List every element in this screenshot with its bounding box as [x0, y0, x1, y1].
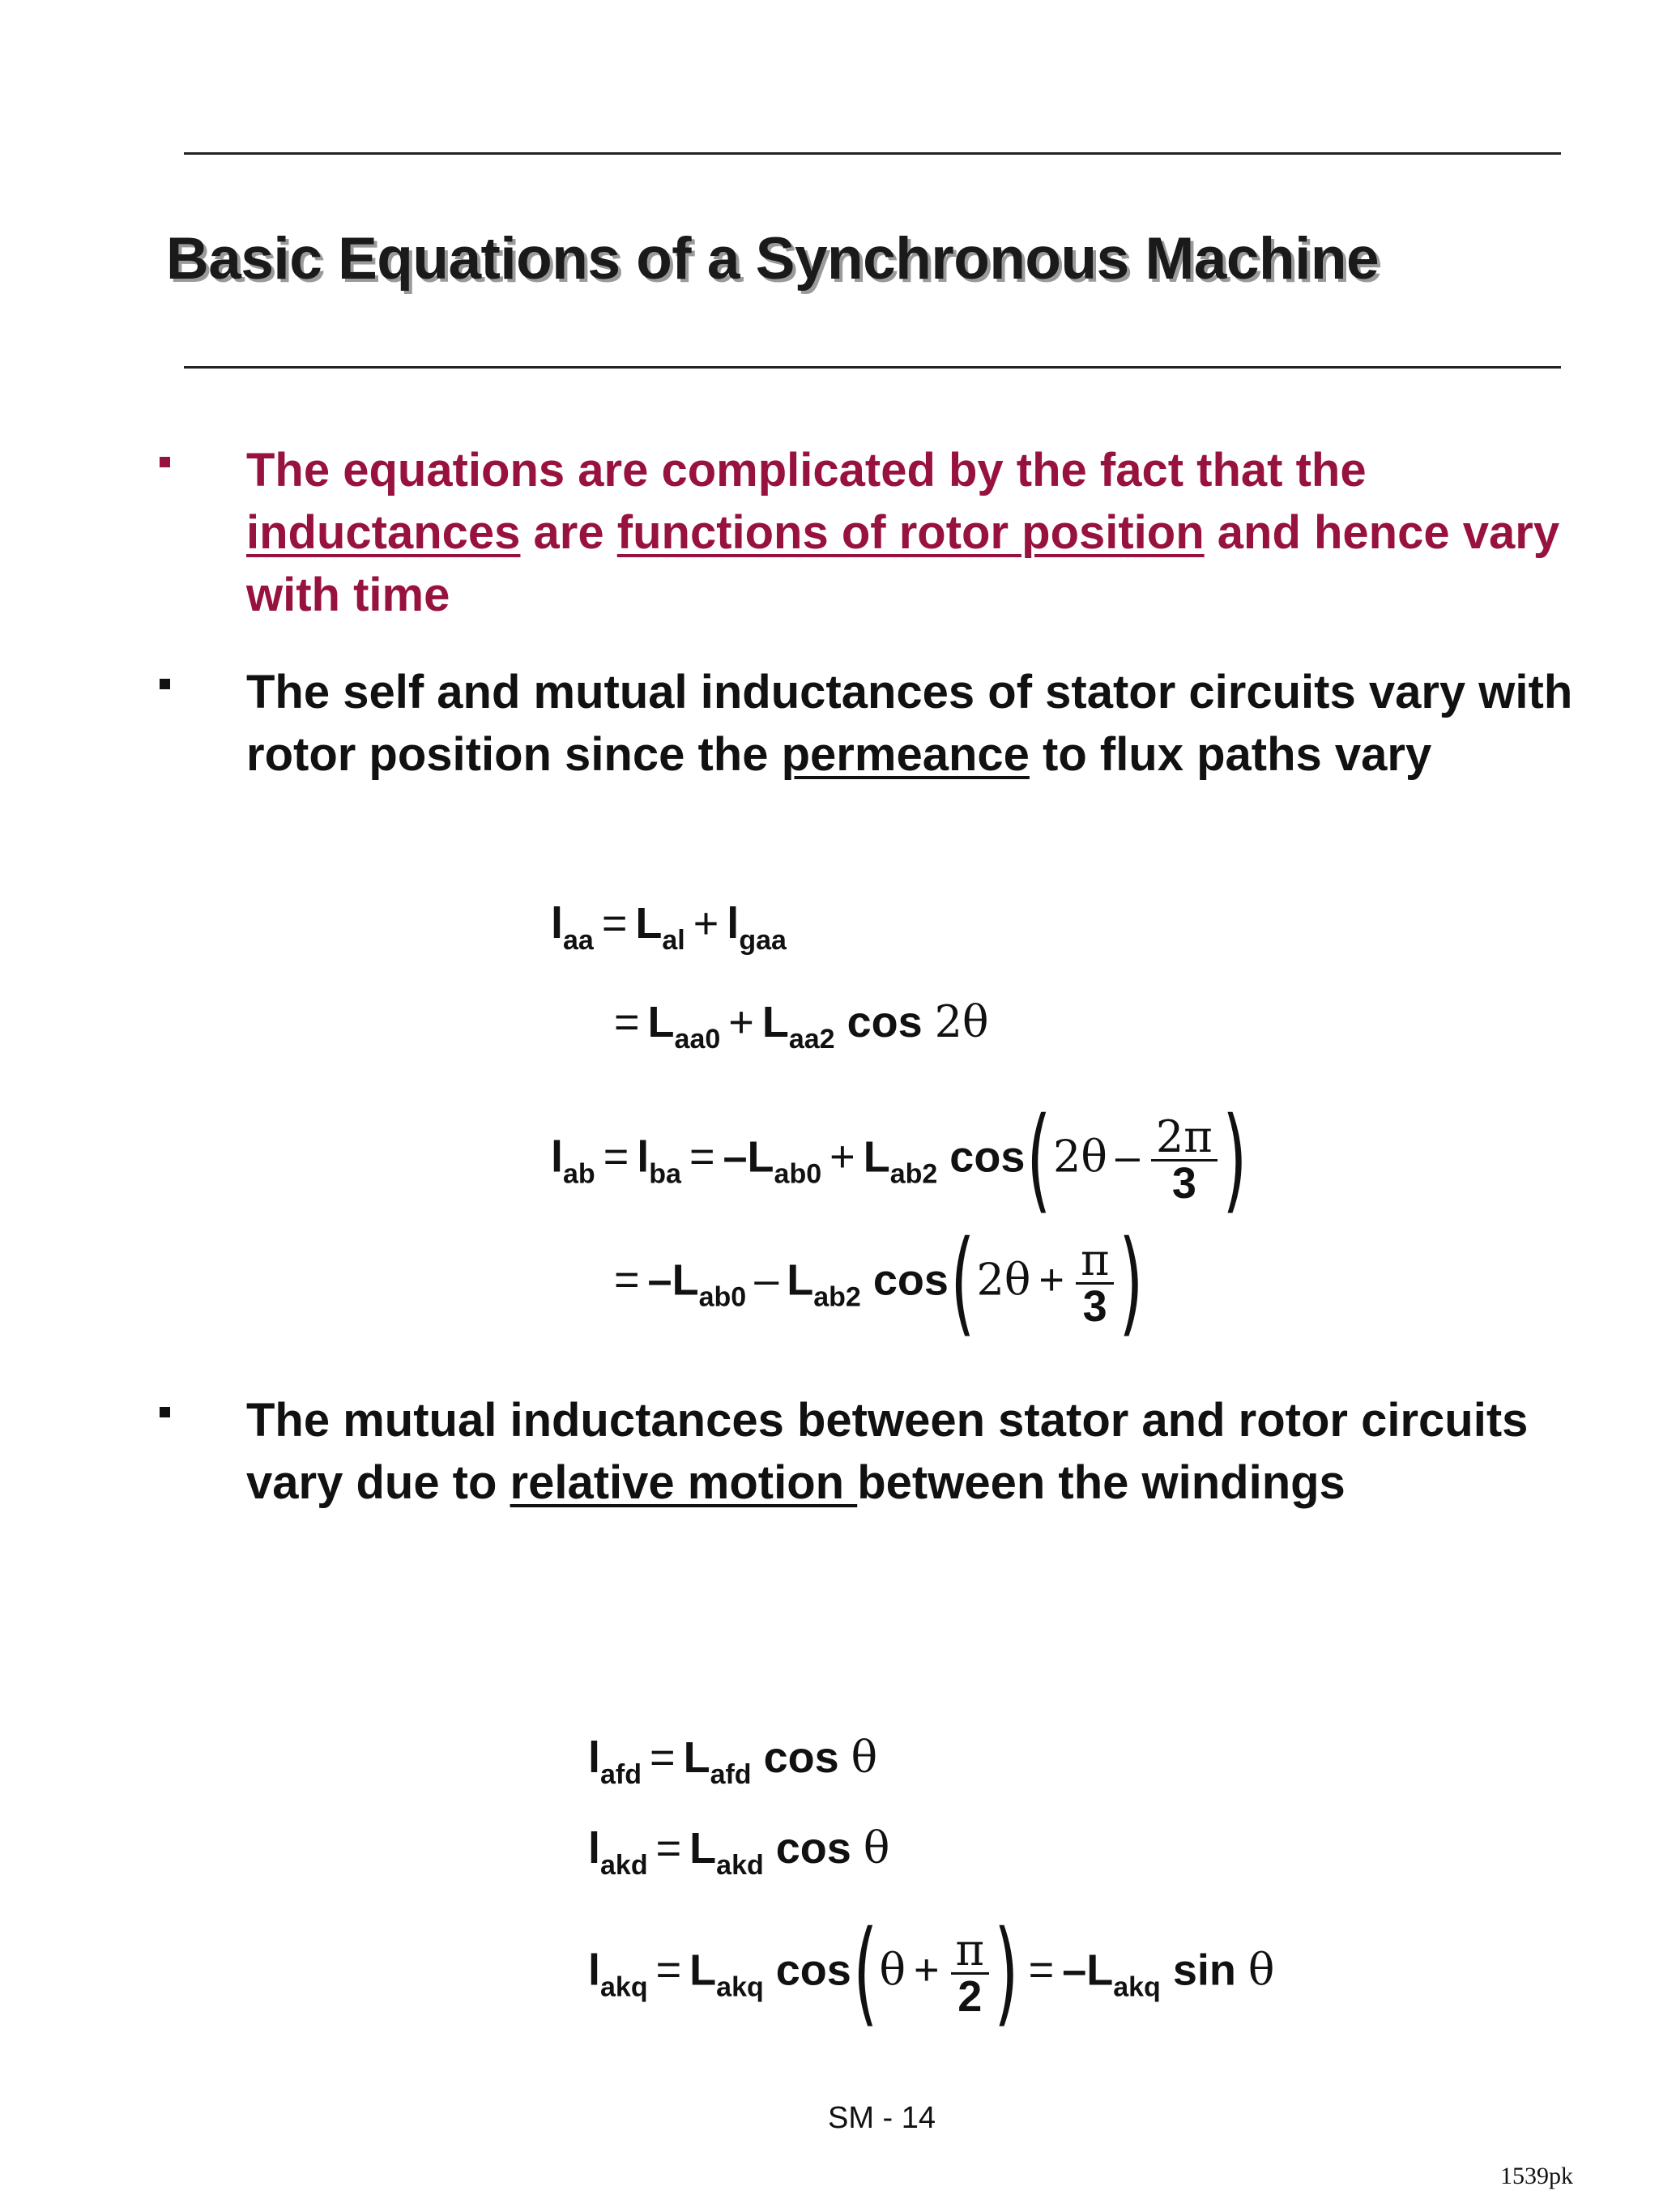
- equation-laa: $l_{aa} = L_{al} + l_{gaa}$: [551, 899, 787, 956]
- slide-code: 1539pk: [1500, 2163, 1573, 2189]
- bullet-1-text: The equations are complicated by the fact that the inductances are functions of rotor position and hence vary with time: [246, 444, 1560, 621]
- equation-lakq: $l_{akq} = L_{akq}$ cos(θ + $\frac{\pi}{2}$ ) = $-L_{akq}$ sin θ: [588, 1907, 1275, 2039]
- slide-number: SM - 14: [828, 2101, 936, 2135]
- top-rule: [184, 152, 1561, 155]
- bullet-2-text: The self and mutual inductances of stator circuits vary with rotor position since the permeance to flux paths vary: [246, 666, 1573, 781]
- bullet-3-text: The mutual inductances between stator and rotor circuits vary due to relative motion between the windings: [246, 1394, 1529, 1509]
- bullet-marker: [160, 1407, 170, 1417]
- equation-lakd: $l_{akd} = L_{akd}$ cos θ: [588, 1822, 890, 1881]
- equation-lab-expanded: = $-L_{ab0} - L_{ab2}$ cos(2θ + $\frac{\pi}{3}$ ): [614, 1217, 1144, 1349]
- slide-title: Basic Equations of a Synchronous Machine: [166, 226, 1380, 292]
- equation-lab: $l_{ab} = l_{ba} = -L_{ab0} + L_{ab2}$ cos(2θ – $\frac{2\pi}{3}$ ): [551, 1093, 1247, 1225]
- bullet-marker: [160, 679, 170, 689]
- equation-lafd: $l_{afd} = L_{afd}$ cos θ: [588, 1732, 878, 1790]
- equation-laa-expanded: = $L_{aa0} + L_{aa2}$ cos 2θ: [614, 996, 989, 1055]
- bottom-rule: [184, 366, 1561, 369]
- bullet-marker: [160, 457, 170, 467]
